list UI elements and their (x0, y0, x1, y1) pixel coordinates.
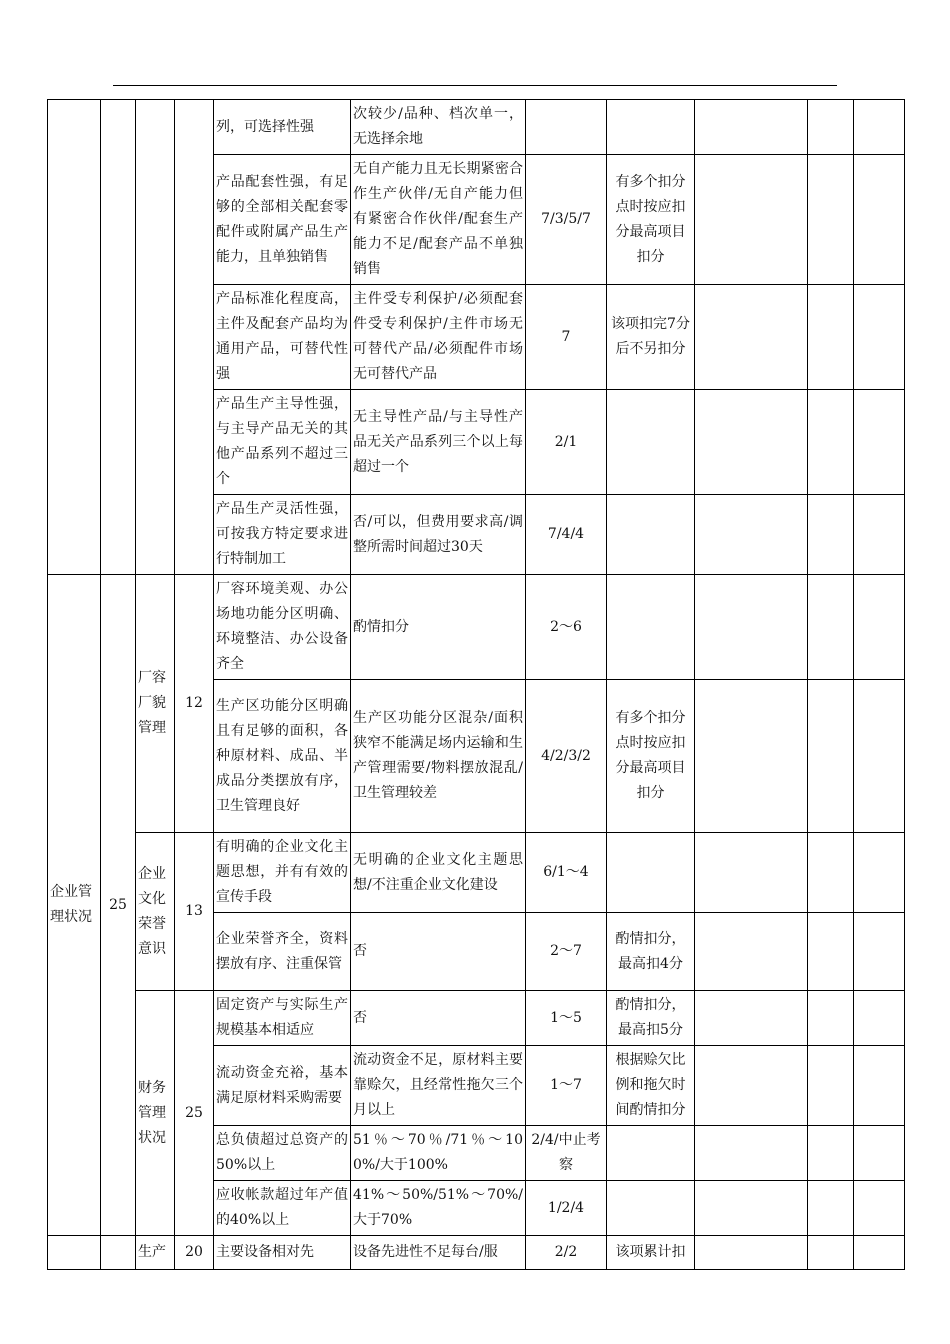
note-cell (607, 495, 695, 575)
deduction-cell: 生产区功能分区混杂/面积狭窄不能满足场内运输和生产管理需要/物料摆放混乱/卫生管理较差 (351, 680, 526, 833)
blank-cell (101, 1236, 136, 1270)
category-label: 企业管理状况 (48, 575, 101, 1236)
blank-cell (48, 1236, 101, 1270)
subcategory-score: 13 (175, 833, 214, 991)
table-row (48, 100, 905, 155)
points-cell: 1/2/4 (526, 1181, 607, 1236)
standard-cell: 列，可选择性强 (214, 100, 351, 155)
blank-cell (854, 1126, 905, 1181)
table-row (48, 1236, 905, 1270)
blank-cell (808, 991, 854, 1046)
deduction-cell: 41%～50%/51%～70%/大于70% (351, 1181, 526, 1236)
blank-cell (695, 495, 808, 575)
points-cell: 6/1～4 (526, 833, 607, 913)
table-row (48, 575, 905, 680)
blank-cell (854, 991, 905, 1046)
note-cell (607, 575, 695, 680)
deduction-cell: 51％～70％/71％～100%/大于100% (351, 1126, 526, 1181)
subcategory-score: 25 (175, 991, 214, 1236)
note-cell: 有多个扣分点时按应扣分最高项目扣分 (607, 680, 695, 833)
note-cell: 该项扣完7分后不另扣分 (607, 285, 695, 390)
blank-cell (854, 390, 905, 495)
points-cell: 2/1 (526, 390, 607, 495)
standard-cell: 有明确的企业文化主题思想，并有有效的宣传手段 (214, 833, 351, 913)
cell-subcategory-continued (136, 100, 175, 575)
blank-cell (695, 1046, 808, 1126)
note-cell (607, 1181, 695, 1236)
deduction-cell: 无明确的企业文化主题思想/不注重企业文化建设 (351, 833, 526, 913)
standard-cell: 企业荣誉齐全，资料摆放有序、注重保管 (214, 913, 351, 991)
note-cell: 该项累计扣 (607, 1236, 695, 1270)
subcategory-score: 12 (175, 575, 214, 833)
points-cell: 2/2 (526, 1236, 607, 1270)
header-rule (113, 85, 837, 86)
standard-cell: 产品生产主导性强，与主导产品无关的其他产品系列不超过三个 (214, 390, 351, 495)
subcategory-label: 生产 (136, 1236, 175, 1270)
cell-score-continued (101, 100, 136, 575)
deduction-cell: 否/可以，但费用要求高/调整所需时间超过30天 (351, 495, 526, 575)
blank-cell (854, 495, 905, 575)
blank-cell (854, 575, 905, 680)
points-cell: 1～5 (526, 991, 607, 1046)
blank-cell (695, 100, 808, 155)
blank-cell (808, 1126, 854, 1181)
points-cell: 4/2/3/2 (526, 680, 607, 833)
blank-cell (808, 833, 854, 913)
note-cell (607, 833, 695, 913)
blank-cell (695, 285, 808, 390)
deduction-cell: 否 (351, 913, 526, 991)
subcategory-label: 厂容厂貌管理 (136, 575, 175, 833)
deduction-cell: 设备先进性不足每台/服 (351, 1236, 526, 1270)
deduction-cell: 无主导性产品/与主导性产品无关产品系列三个以上每超过一个 (351, 390, 526, 495)
deduction-cell: 无自产能力且无长期紧密合作生产伙伴/无自产能力但有紧密合作伙伴/配套生产能力不足/配套产品不单独销售 (351, 155, 526, 285)
points-cell: 2/4/中止考察 (526, 1126, 607, 1181)
note-cell: 酌情扣分，最高扣5分 (607, 991, 695, 1046)
blank-cell (695, 913, 808, 991)
points-cell: 2～7 (526, 913, 607, 991)
blank-cell (808, 155, 854, 285)
points-cell: 7/3/5/7 (526, 155, 607, 285)
standard-cell: 固定资产与实际生产规模基本相适应 (214, 991, 351, 1046)
deduction-cell: 次较少/品种、档次单一，无选择余地 (351, 100, 526, 155)
standard-cell: 流动资金充裕，基本满足原材料采购需要 (214, 1046, 351, 1126)
blank-cell (695, 155, 808, 285)
blank-cell (854, 1236, 905, 1270)
blank-cell (854, 155, 905, 285)
deduction-cell: 流动资金不足，原材料主要靠赊欠，且经常性拖欠三个月以上 (351, 1046, 526, 1126)
points-cell: 2～6 (526, 575, 607, 680)
blank-cell (854, 100, 905, 155)
blank-cell (854, 285, 905, 390)
note-cell (607, 100, 695, 155)
note-cell: 酌情扣分，最高扣4分 (607, 913, 695, 991)
table-row (48, 833, 905, 913)
cell-subscore-continued (175, 100, 214, 575)
blank-cell (695, 833, 808, 913)
blank-cell (808, 913, 854, 991)
points-cell: 7/4/4 (526, 495, 607, 575)
blank-cell (808, 1236, 854, 1270)
blank-cell (695, 991, 808, 1046)
blank-cell (695, 390, 808, 495)
blank-cell (808, 100, 854, 155)
blank-cell (854, 1046, 905, 1126)
deduction-cell: 主件受专利保护/必须配套件受专利保护/主件市场无可替代产品/必须配件市场无可替代产品 (351, 285, 526, 390)
standard-cell: 产品生产灵活性强，可按我方特定要求进行特制加工 (214, 495, 351, 575)
blank-cell (808, 285, 854, 390)
standard-cell: 产品标准化程度高，主件及配套产品均为通用产品，可替代性强 (214, 285, 351, 390)
blank-cell (854, 913, 905, 991)
blank-cell (808, 575, 854, 680)
subcategory-score: 20 (175, 1236, 214, 1270)
standard-cell: 总负债超过总资产的50%以上 (214, 1126, 351, 1181)
standard-cell: 厂容环境美观、办公场地功能分区明确、环境整洁、办公设备齐全 (214, 575, 351, 680)
subcategory-label: 财务管理状况 (136, 991, 175, 1236)
deduction-cell: 酌情扣分 (351, 575, 526, 680)
blank-cell (695, 1236, 808, 1270)
evaluation-table (47, 99, 905, 1270)
blank-cell (808, 1181, 854, 1236)
points-cell (526, 100, 607, 155)
note-cell (607, 390, 695, 495)
standard-cell: 生产区功能分区明确且有足够的面积，各种原材料、成品、半成品分类摆放有序，卫生管理良好 (214, 680, 351, 833)
blank-cell (808, 680, 854, 833)
points-cell: 7 (526, 285, 607, 390)
blank-cell (854, 680, 905, 833)
deduction-cell: 否 (351, 991, 526, 1046)
category-score: 25 (101, 575, 136, 1236)
standard-cell: 应收帐款超过年产值的40%以上 (214, 1181, 351, 1236)
blank-cell (854, 833, 905, 913)
note-cell (607, 1126, 695, 1181)
blank-cell (808, 1046, 854, 1126)
blank-cell (808, 390, 854, 495)
standard-cell: 主要设备相对先 (214, 1236, 351, 1270)
table-row (48, 991, 905, 1046)
blank-cell (808, 495, 854, 575)
note-cell: 有多个扣分点时按应扣分最高项目扣分 (607, 155, 695, 285)
standard-cell: 产品配套性强，有足够的全部相关配套零配件或附属产品生产能力，且单独销售 (214, 155, 351, 285)
blank-cell (695, 680, 808, 833)
blank-cell (695, 1181, 808, 1236)
blank-cell (695, 1126, 808, 1181)
points-cell: 1～7 (526, 1046, 607, 1126)
subcategory-label: 企业文化荣誉意识 (136, 833, 175, 991)
note-cell: 根据赊欠比例和拖欠时间酌情扣分 (607, 1046, 695, 1126)
blank-cell (854, 1181, 905, 1236)
cell-category-continued (48, 100, 101, 575)
blank-cell (695, 575, 808, 680)
